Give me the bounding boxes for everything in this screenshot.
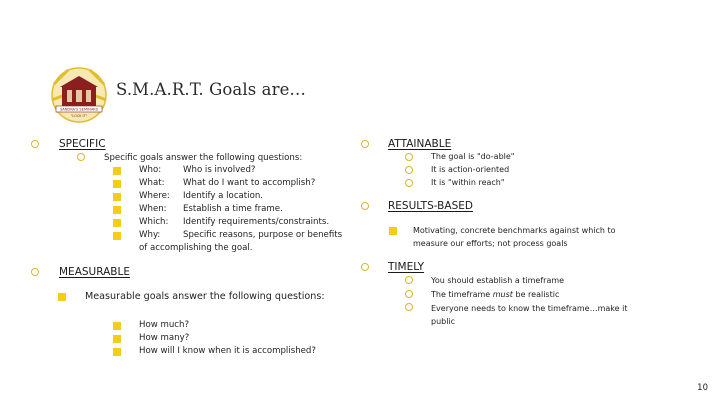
ring-bullet-icon [405,166,413,174]
specific-item-why-continued: of accomplishing the goal. [139,243,253,253]
measurable-item: How will I know when it is accomplished? [139,346,316,356]
results-based-line1: Motivating, concrete benchmarks against which to [413,226,616,235]
attainable-item: The goal is "do-able" [431,152,515,161]
ring-bullet-icon [361,140,369,148]
square-bullet-icon [113,232,121,240]
ring-bullet-icon [405,290,413,298]
specific-heading: SPECIFIC [59,138,106,150]
square-bullet-icon [113,322,121,330]
ring-bullet-icon [361,263,369,271]
square-bullet-icon [113,335,121,343]
specific-intro: Specific goals answer the following questions: [104,153,303,163]
square-bullet-icon [389,227,397,235]
attainable-item: It is "within reach" [431,178,505,187]
attainable-item: It is action-oriented [431,165,510,174]
timely-item-2: The timeframe must be realistic [431,290,560,299]
measurable-heading: MEASURABLE [59,266,130,278]
ring-bullet-icon [31,140,39,148]
ring-bullet-icon [361,202,369,210]
specific-item-where: Where: Identify a location. [139,191,263,201]
ring-bullet-icon [405,276,413,284]
specific-item-which: Which: Identify requirements/constraints. [139,217,330,227]
results-based-heading: RESULTS-BASED [388,200,473,212]
slide-title: S.M.A.R.T. Goals are… [116,80,307,99]
ring-bullet-icon [77,153,85,161]
logo-text: SANDRA'S SEMINARS [59,107,99,112]
square-bullet-icon [58,293,66,301]
specific-item-who: Who: Who is involved? [139,165,256,175]
timely-item-1: You should establish a timeframe [431,276,565,285]
specific-item-what: What: What do I want to accomplish? [139,178,316,188]
logo-subtext: "LOCK IT" [70,114,88,118]
square-bullet-icon [113,193,121,201]
ring-bullet-icon [31,268,39,276]
results-based-line2: measure our efforts; not process goals [413,239,568,248]
square-bullet-icon [113,206,121,214]
logo-image [48,66,110,124]
square-bullet-icon [113,167,121,175]
specific-item-when: When: Establish a time frame. [139,204,283,214]
ring-bullet-icon [405,179,413,187]
specific-item-why: Why: Specific reasons, purpose or benefits [139,230,343,240]
square-bullet-icon [113,348,121,356]
timely-item-3-line1: Everyone needs to know the timeframe…make it [431,304,628,313]
page-number: 10 [697,383,708,393]
measurable-intro: Measurable goals answer the following questions: [85,291,325,302]
timely-heading: TIMELY [388,261,425,273]
attainable-heading: ATTAINABLE [388,138,452,150]
measurable-item: How many? [139,333,190,343]
ring-bullet-icon [405,153,413,161]
ring-bullet-icon [405,303,413,311]
timely-item-3-line2: public [431,317,456,326]
measurable-item: How much? [139,320,190,330]
square-bullet-icon [113,219,121,227]
square-bullet-icon [113,180,121,188]
